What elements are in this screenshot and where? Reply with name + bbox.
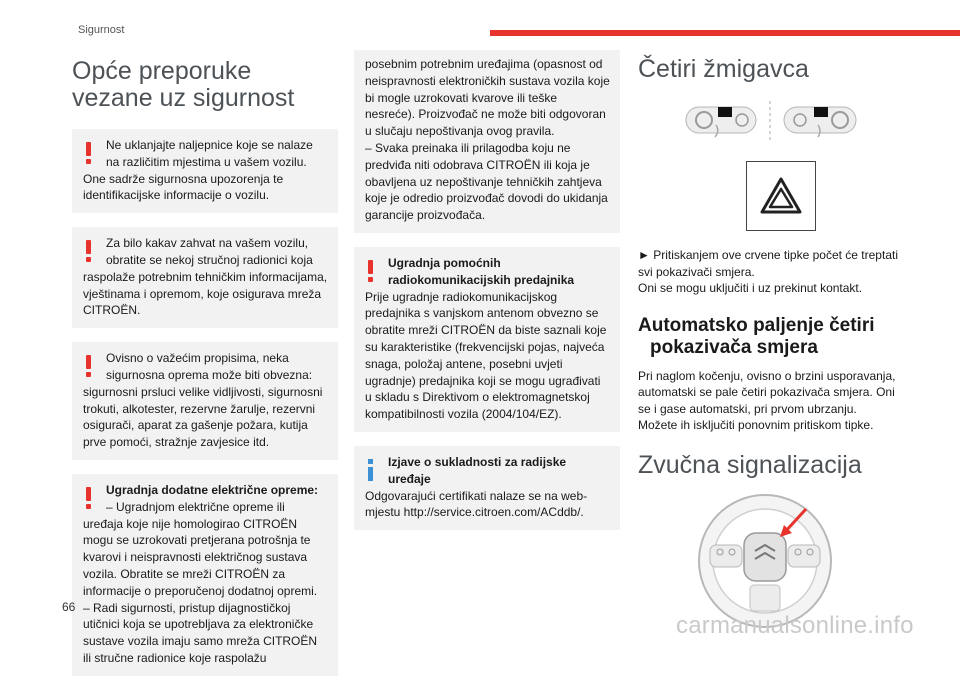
box-text-first: – Ugradnjom električne opreme ili [106,499,285,514]
steering-column-switches-icon [638,97,908,157]
section-title-horn: Zvučna signalizacija [638,450,862,479]
warning-box-service [72,227,338,328]
section-title-safety: Opće preporuke vezane uz sigurnost [72,57,295,112]
steering-wheel-icon [638,489,908,619]
box-text-rest: sigurnosni prsluci velike vidljivosti, sigurnosni trokuti, alkotester, rezervne žarulje, rezervni osigurači, aparat za gašenje požara, kutija prve pomoći, stražnje zavjesice itd. [83,384,323,450]
hazard-button-illustration [746,161,816,231]
column-1 [72,50,338,690]
column-3 [638,50,908,619]
warning-mark-icon [86,355,91,377]
box-text-first: Za bilo kakav zahvat na vašem vozilu, obratite se nekoj stručnoj radionici koja [106,236,313,267]
box-text: Odgovarajući certifikati nalaze se na web-mjestu http://service.citroen.com/ACddb/. [365,488,588,520]
page-header-section: Sigurnost [78,24,125,36]
hazard-instruction: ► Pritiskanjem ove crvene tipke počet će treptati svi pokazivači smjera. [638,248,898,279]
column-2 [354,50,620,544]
box-text-rest: One sadrže sigurnosna upozorenja te identifikacijske informacije o vozilu. [83,171,284,203]
warning-mark-icon [368,260,373,282]
box-text-rest: raspolaže potrebnim tehničkim informacijama, vještinama i opremom, koje osigurava mreža CITROËN. [83,269,328,318]
box-text: posebnim potrebnim uređajima (opasnost od neispravnosti elektroničkih sustava vozila koje bi mogle uzrokovati kvarove ili teške nesreće). Proizvođač ne može biti odgovoran u slučaju nepoštivanja ovog pravila. [365,57,610,139]
hazard-triangle-icon [759,176,803,216]
hazard-switch-illustration [638,97,908,157]
auto-hazard-title-line2: pokazivača smjera [650,336,818,358]
box-text-b: – Svaka preinaka ili prilagodba koju ne predviđa niti odobrava CITROËN ili koja je obavljena uz nepoštivanje tehničkih zahtjeva koje je odredio proizvođač dovodi do ukidanja garancije proizvođača. [365,140,608,223]
horn-illustration [638,489,908,619]
box-heading: Ugradnja dodatne električne opreme: [106,482,319,497]
box-text-first: Ovisno o važećim propisima, neka sigurnosna oprema može biti obvezna: [106,351,313,382]
header-accent-bar [490,30,960,36]
warning-box-equipment [72,342,338,460]
warning-mark-icon [86,240,91,262]
page-number: 66 [62,600,76,614]
box-text-rest: uređaja koje nije homologirao CITROËN mogu se uzrokovati pretjerana potrošnja te kvarovi i neispravnosti električnog sustava vozila. Obratite se mreži CITROËN za informacije o preporučenoj dodatnoj opremi. [83,516,318,598]
box-heading: Izjave o sukladnosti za radijske uređaje [388,454,567,486]
box-heading: Ugradnja pomoćnih radiokomunikacijskih predajnika [388,255,575,287]
continuation-box [354,50,620,233]
auto-hazard-title-line1: Automatsko paljenje četiri [638,314,875,336]
warning-mark-icon [86,487,91,509]
auto-hazard-title [638,315,908,359]
info-box-conformity [354,446,620,530]
box-text-rest2: – Radi sigurnosti, pristup dijagnostičkoj utičnici koja se upotrebljava za elektroničke sustave vozila imaju samo mreža CITROËN ili stručne radionice koje raspolažu [83,600,318,665]
hazard-note: Oni se mogu uključiti i uz prekinut kontakt. [638,281,863,295]
auto-hazard-note: Možete ih isključiti ponovnim pritiskom tipke. [638,418,874,432]
warning-box-electrical [72,474,338,676]
warning-box-labels [72,129,338,213]
section-title-hazard: Četiri žmigavca [638,55,809,83]
warning-mark-icon [86,142,91,164]
box-text: Prije ugradnje radiokomunikacijskog predajnika s vanjskom antenom obvezno se obratite mreži CITROËN da biste saznali koje su karakteristike (frekvencijski pojas, najveća snaga, položaj antene, posebni uvjeti ugradnje) predajnika koji se mogu ugrađivati u skladu s Direktivom o elektromagnetskoj kompatibilnosti vozila (2004/104/EZ). [365,289,607,422]
box-text-first: Ne uklanjajte naljepnice koje se nalaze na različitim mjestima u vašem vozilu. [106,138,313,169]
info-mark-icon [368,459,373,481]
warning-box-radio [354,247,620,432]
auto-hazard-text: Pri naglom kočenju, ovisno o brzini usporavanja, automatski se pale četiri pokazivača smjera. Oni se i gase automatski, pri prvom ubrzanju. [638,368,896,416]
watermark-text: carmanualsonline.info [676,612,914,639]
